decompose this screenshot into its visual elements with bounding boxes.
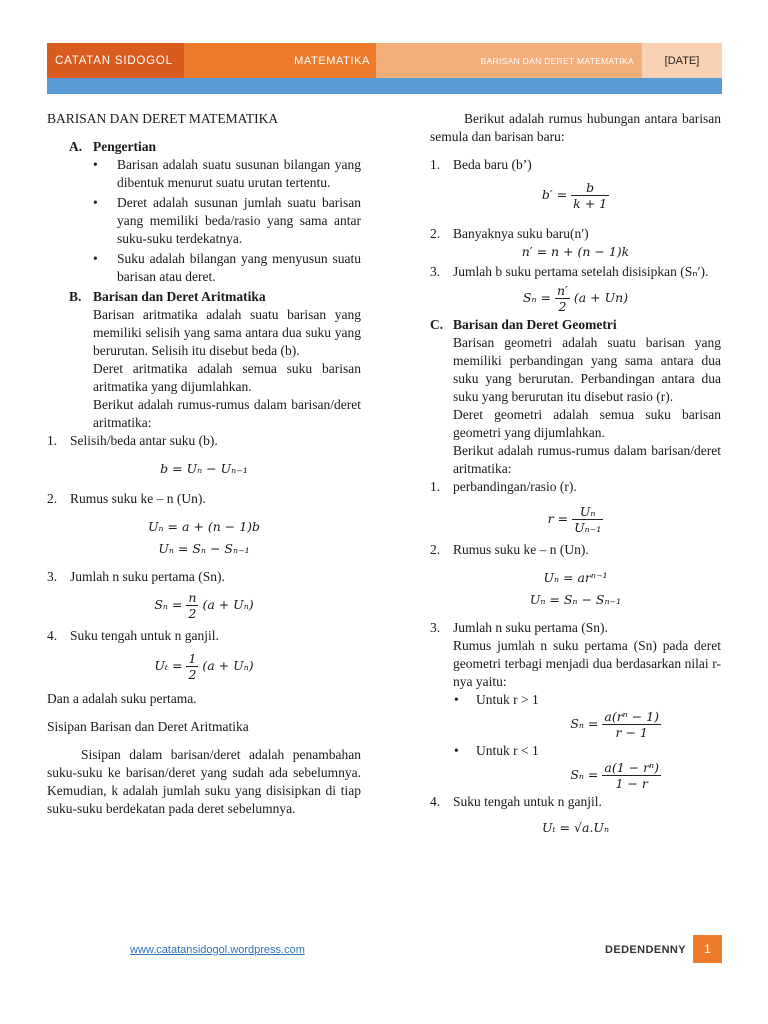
section-c-title: Barisan dan Deret Geometri: [453, 317, 617, 332]
page-number: 1: [693, 935, 722, 963]
formula-new-n: n′ = n + (n − 1)k: [521, 244, 630, 259]
arith-item-2: 2. Rumus suku ke – n (Un).: [47, 491, 206, 506]
geo-item-4: 4. Suku tengah untuk n ganjil.: [430, 794, 602, 809]
right-column: [430, 110, 721, 837]
geo-para-3: Berikut adalah rumus-rumus dalam barisan/deret aritmatika:: [453, 443, 721, 476]
fraction: $\frac{\text{Uₙ}}{\text{Uₙ₋₁}}$: [574, 504, 602, 535]
definition-item: • Barisan adalah suatu susunan bilangan yang dibentuk menurut suatu urutan tertentu.: [117, 156, 361, 192]
formula-geo-ut: Uₜ = √a.Uₙ: [541, 820, 610, 835]
fraction: $\frac{n}{2}$: [188, 590, 197, 621]
case-r-less: • Untuk r < 1: [454, 743, 539, 758]
header-subject: MATEMATIKA: [184, 43, 376, 78]
bullet-icon: •: [454, 743, 459, 758]
formula-ut: Uₜ = $\frac{1}{2}$ (a + Uₙ): [154, 651, 254, 682]
insertion-item-3: 3. Jumlah b suku pertama setelah disisipkan (Sₙ′).: [430, 264, 709, 279]
section-a-title: Pengertian: [93, 139, 156, 154]
geo-item-3: 3. Jumlah n suku pertama (Sn).: [430, 620, 608, 635]
formula-ratio: r = $\frac{\text{Uₙ}}{\text{Uₙ₋₁}}$: [547, 504, 602, 535]
insertion-intro: Berikut adalah rumus hubungan antara barisan semula dan barisan baru:: [430, 111, 721, 144]
geo-para-2: Deret geometri adalah semua suku barisan geometri yang dijumlahkan.: [453, 407, 721, 440]
footer-website-link[interactable]: www.catatansidogol.wordpress.com: [130, 944, 305, 956]
arith-para-1: Barisan aritmatika adalah suatu barisan yang memiliki selisih yang sama antara dua suku yang berurutan. Selisih itu disebut beda (b).: [93, 307, 361, 358]
header-date: [DATE]: [642, 43, 722, 78]
definition-item: • Suku adalah bilangan yang menyusun suatu barisan atau deret.: [117, 250, 361, 286]
formula-geo-un-2: Uₙ = Sₙ − Sₙ₋₁: [529, 592, 622, 607]
formula-un-1: Uₙ = a + (n − 1)b: [147, 519, 261, 534]
insertion-item-2: 2. Banyaknya suku baru(n′): [430, 226, 589, 241]
bullet-icon: •: [454, 692, 459, 707]
fraction: $\frac{n'}{2}$: [556, 283, 568, 314]
sisipan-title: Sisipan Barisan dan Deret Aritmatika: [47, 719, 249, 734]
geo-item-1: 1. perbandingan/rasio (r).: [430, 479, 577, 494]
formula-new-sn: Sₙ = $\frac{n'}{2}$ (a + Un): [522, 283, 629, 314]
fraction: $\frac{b}{k + 1}$: [573, 180, 608, 211]
formula-new-beda: b′ = $\frac{b}{k + 1}$: [541, 180, 608, 211]
document-title: BARISAN DAN DERET MATEMATIKA: [47, 111, 279, 126]
header-divider-bar: [47, 78, 722, 94]
arith-item-4: 4. Suku tengah untuk n ganjil.: [47, 628, 219, 643]
fraction: $\frac{\text{a(1 − rⁿ)}}{1 - r}$: [604, 760, 659, 791]
formula-sn-r-less: Sₙ = $\frac{\text{a(1 − rⁿ)}}{1 - r}$: [570, 760, 659, 791]
arith-para-3: Berikut adalah rumus-rumus dalam barisan/deret aritmatika:: [93, 397, 361, 430]
fraction: $\frac{1}{2}$: [188, 651, 197, 682]
sisipan-paragraph: Sisipan dalam barisan/deret adalah penambahan suku-suku ke barisan/deret yang sudah ada sebelumnya. Kemudian, k adalah jumlah suku yang disisipkan di tiap suku-suku berdekatan pada deret sebelumnya.: [47, 747, 361, 816]
section-b-title: Barisan dan Deret Aritmatika: [93, 289, 266, 304]
formula-geo-un-1: Uₙ = arⁿ⁻¹: [543, 570, 608, 585]
section-b-label: B.: [69, 289, 82, 304]
fraction: $\frac{\text{a(rⁿ − 1)}}{r - 1}$: [604, 709, 659, 740]
formula-sn-r-greater: Sₙ = $\frac{\text{a(rⁿ − 1)}}{r - 1}$: [570, 709, 659, 740]
footer-author: DEDENDENNY: [605, 944, 687, 956]
definition-item: • Deret adalah susunan jumlah suatu barisan yang memiliki beda/rasio yang sama antar suku-suku terdekatnya.: [117, 194, 361, 248]
definition-list: [47, 156, 361, 286]
header-topic: BARISAN DAN DERET MATEMATIKA: [376, 43, 642, 78]
geo-sum-explanation: Rumus jumlah n suku pertama (Sn) pada deret geometri terbagi menjadi dua berdasarkan nilai r-nya yaitu:: [453, 638, 721, 689]
insertion-item-1: 1. Beda baru (b’): [430, 157, 532, 172]
arith-item-3: 3. Jumlah n suku pertama (Sn).: [47, 569, 225, 584]
section-b-heading: [47, 288, 361, 306]
case-r-greater: • Untuk r > 1: [454, 692, 539, 707]
geo-item-2: 2. Rumus suku ke – n (Un).: [430, 542, 589, 557]
section-a-heading: [47, 138, 361, 156]
section-c-heading: [430, 316, 721, 334]
formula-sn: Sₙ = $\frac{n}{2}$ (a + Uₙ): [154, 590, 254, 621]
arith-para-2: Deret aritmatika adalah semua suku barisan aritmatika yang dijumlahkan.: [93, 361, 361, 394]
section-a-label: A.: [69, 139, 83, 154]
geo-para-1: Barisan geometri adalah suatu barisan yang memiliki perbandingan yang sama antara dua suku yang berurutan. Perbandingan antara dua suku yang berurutan itu disebut rasio (r).: [453, 335, 721, 404]
left-column: [47, 110, 361, 818]
arith-item-1: 1. Selisih/beda antar suku (b).: [47, 433, 218, 448]
formula-un-2: Uₙ = Sₙ − Sₙ₋₁: [158, 541, 250, 556]
formula-beda: b = Uₙ − Uₙ₋₁: [160, 461, 248, 476]
section-c-label: C.: [430, 317, 444, 332]
header-site-name: CATATAN SIDOGOL: [47, 43, 184, 78]
first-term-note: Dan a adalah suku pertama.: [47, 691, 197, 706]
